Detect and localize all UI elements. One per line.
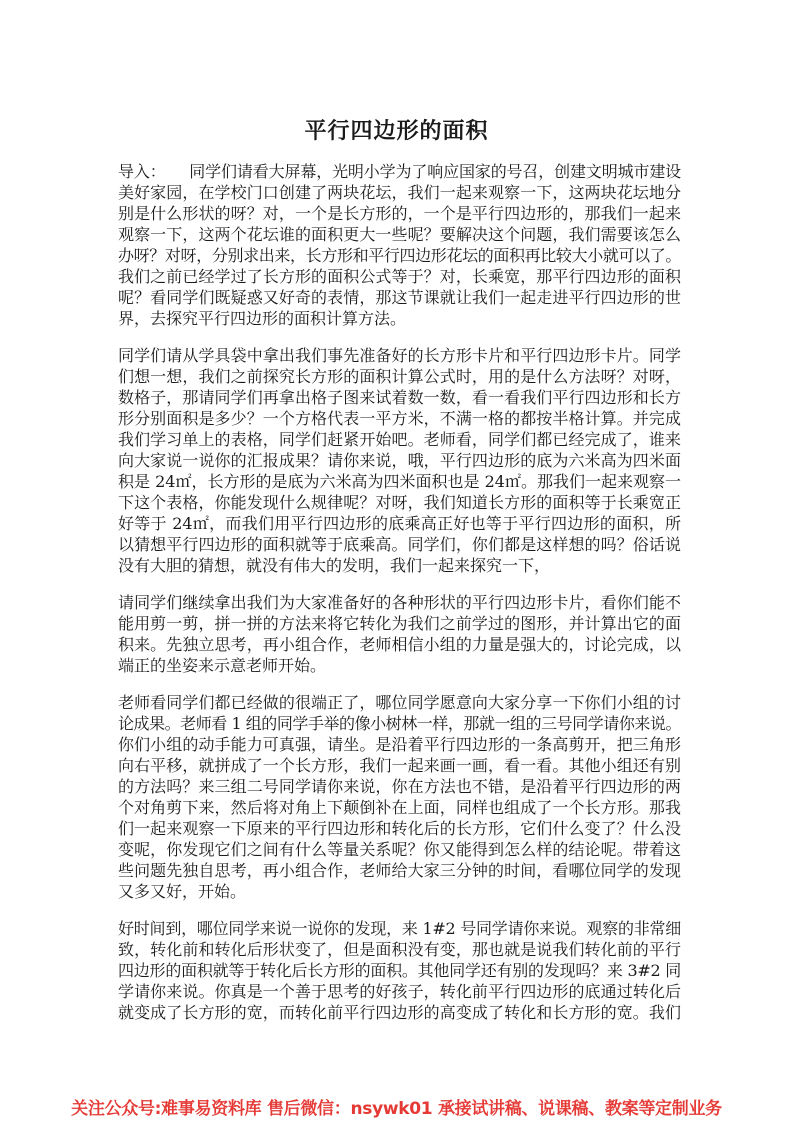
paragraph xyxy=(118,345,681,576)
text-line: 老师看同学们都已经做的很端正了，哪位同学愿意向大家分享一下你们小组的讨 xyxy=(118,693,681,712)
text-line: 办呀？对呀，分别求出来，长方形和平行四边形花坛的面积再比较大小就可以了。 xyxy=(118,246,681,265)
text-line: 界，去探究平行四边形的面积计算方法。 xyxy=(118,309,407,328)
text-line: 以猜想平行四边形的面积就等于底乘高。同学们，你们都是这样想的吗？俗话说 xyxy=(118,535,681,554)
text-line: 端正的坐姿来示意老师开始。 xyxy=(118,656,327,675)
text-line: 四边形的面积就等于转化后长方形的面积。其他同学还有别的发现吗？来 3#2 同 xyxy=(118,961,681,980)
text-line: 些问题先独自思考，再小组合作，老师给大家三分钟的时间，看哪位同学的发现 xyxy=(118,861,681,880)
text-line: 积是 24㎡，长方形的是底为六米高为四米面积也是 24㎡。那我们一起来观察一 xyxy=(118,472,681,491)
text-line: 观察一下，这两个花坛谁的面积更大一些呢？要解决这个问题，我们需要该怎么 xyxy=(118,225,681,244)
paragraph xyxy=(118,918,681,1023)
text-line: 致，转化前和转化后形状变了，但是面积没有变，那也就是说我们转化前的平行 xyxy=(118,940,681,959)
text-line: 能用剪一剪，拼一拼的方法来将它转化为我们之前学过的图形，并计算出它的面 xyxy=(118,614,681,633)
text-line: 向大家说一说你的汇报成果？请你来说，哦，平行四边形的底为六米高为四米面 xyxy=(118,451,681,470)
document-body xyxy=(118,161,681,1039)
text-line: 没有大胆的猜想，就没有伟大的发明，我们一起来探究一下， xyxy=(118,556,551,575)
text-line: 的方法吗？来三组二号同学请你来说，你在方法也不错，是沿着平行四边形的两 xyxy=(118,777,681,796)
text-line: 下这个表格，你能发现什么规律呢？对呀，我们知道长方形的面积等于长乘宽正 xyxy=(118,493,681,512)
text-line: 学请你来说。你真是一个善于思考的好孩子，转化前平行四边形的底通过转化后 xyxy=(118,982,681,1001)
text-line: 形分别面积是多少？一个方格代表一平方米，不满一格的都按半格计算。并完成 xyxy=(118,409,681,428)
text-line: 变呢，你发现它们之间有什么等量关系呢？你又能得到怎么样的结论呢。带着这 xyxy=(118,840,681,859)
text-line: 好等于 24㎡，而我们用平行四边形的底乘高正好也等于平行四边形的面积，所 xyxy=(118,514,681,533)
text-line: 们一起来观察一下原来的平行四边形和转化后的长方形，它们什么变了？什么没 xyxy=(118,819,681,838)
text-line: 我们之前已经学过了长方形的面积公式等于？对，长乘宽，那平行四边形的面积 xyxy=(118,267,681,286)
text-line: 请同学们继续拿出我们为大家准备好的各种形状的平行四边形卡片，看你们能不 xyxy=(118,593,681,612)
text-line: 你们小组的动手能力可真强，请坐。是沿着平行四边形的一条高剪开，把三角形 xyxy=(118,735,681,754)
text-line: 呢？看同学们既疑惑又好奇的表情，那这节课就让我们一起走进平行四边形的世 xyxy=(118,288,681,307)
paragraph xyxy=(118,592,681,676)
text-line: 我们学习单上的表格，同学们赶紧开始吧。老师看，同学们都已经完成了，谁来 xyxy=(118,430,681,449)
text-line: 同学们请从学具袋中拿出我们事先准备好的长方形卡片和平行四边形卡片。同学 xyxy=(118,346,681,365)
text-line: 美好家园，在学校门口创建了两块花坛，我们一起来观察一下，这两块花坛地分 xyxy=(118,183,681,202)
text-line: 又多又好，开始。 xyxy=(118,882,247,901)
text-line: 就变成了长方形的宽，而转化前平行四边形的高变成了转化和长方形的宽。我们 xyxy=(118,1003,681,1022)
text-line: 们想一想，我们之前探究长方形的面积计算公式时，用的是什么方法呀？对呀， xyxy=(118,367,681,386)
text-line: 导入： 同学们请看大屏幕，光明小学为了响应国家的号召，创建文明城市建设 xyxy=(118,162,681,181)
text-line: 向右平移，就拼成了一个长方形，我们一起来画一画，看一看。其他小组还有别 xyxy=(118,756,681,775)
text-line: 好时间到，哪位同学来说一说你的发现，来 1#2 号同学请你来说。观察的非常细 xyxy=(118,919,681,938)
paragraph xyxy=(118,161,681,329)
text-line: 论成果。老师看 1 组的同学手举的像小树林一样，那就一组的三号同学请你来说。 xyxy=(118,714,681,733)
text-line: 别是什么形状的呀？对，一个是长方形的，一个是平行四边形的，那我们一起来 xyxy=(118,204,681,223)
text-line: 个对角剪下来，然后将对角上下颠倒补在上面，同样也组成了一个长方形。那我 xyxy=(118,798,681,817)
text-line: 数格子，那请同学们再拿出格子图来试着数一数，看一看我们平行四边形和长方 xyxy=(118,388,681,407)
footer-banner: 关注公众号:难事易资料库 售后微信：nsywk01 承接试讲稿、说课稿、教案等定制业务 xyxy=(71,1099,722,1119)
paragraph xyxy=(118,692,681,902)
document-title: 平行四边形的面积 xyxy=(304,118,489,144)
text-line: 积来。先独立思考，再小组合作，老师相信小组的力量是强大的，讨论完成，以 xyxy=(118,635,681,654)
